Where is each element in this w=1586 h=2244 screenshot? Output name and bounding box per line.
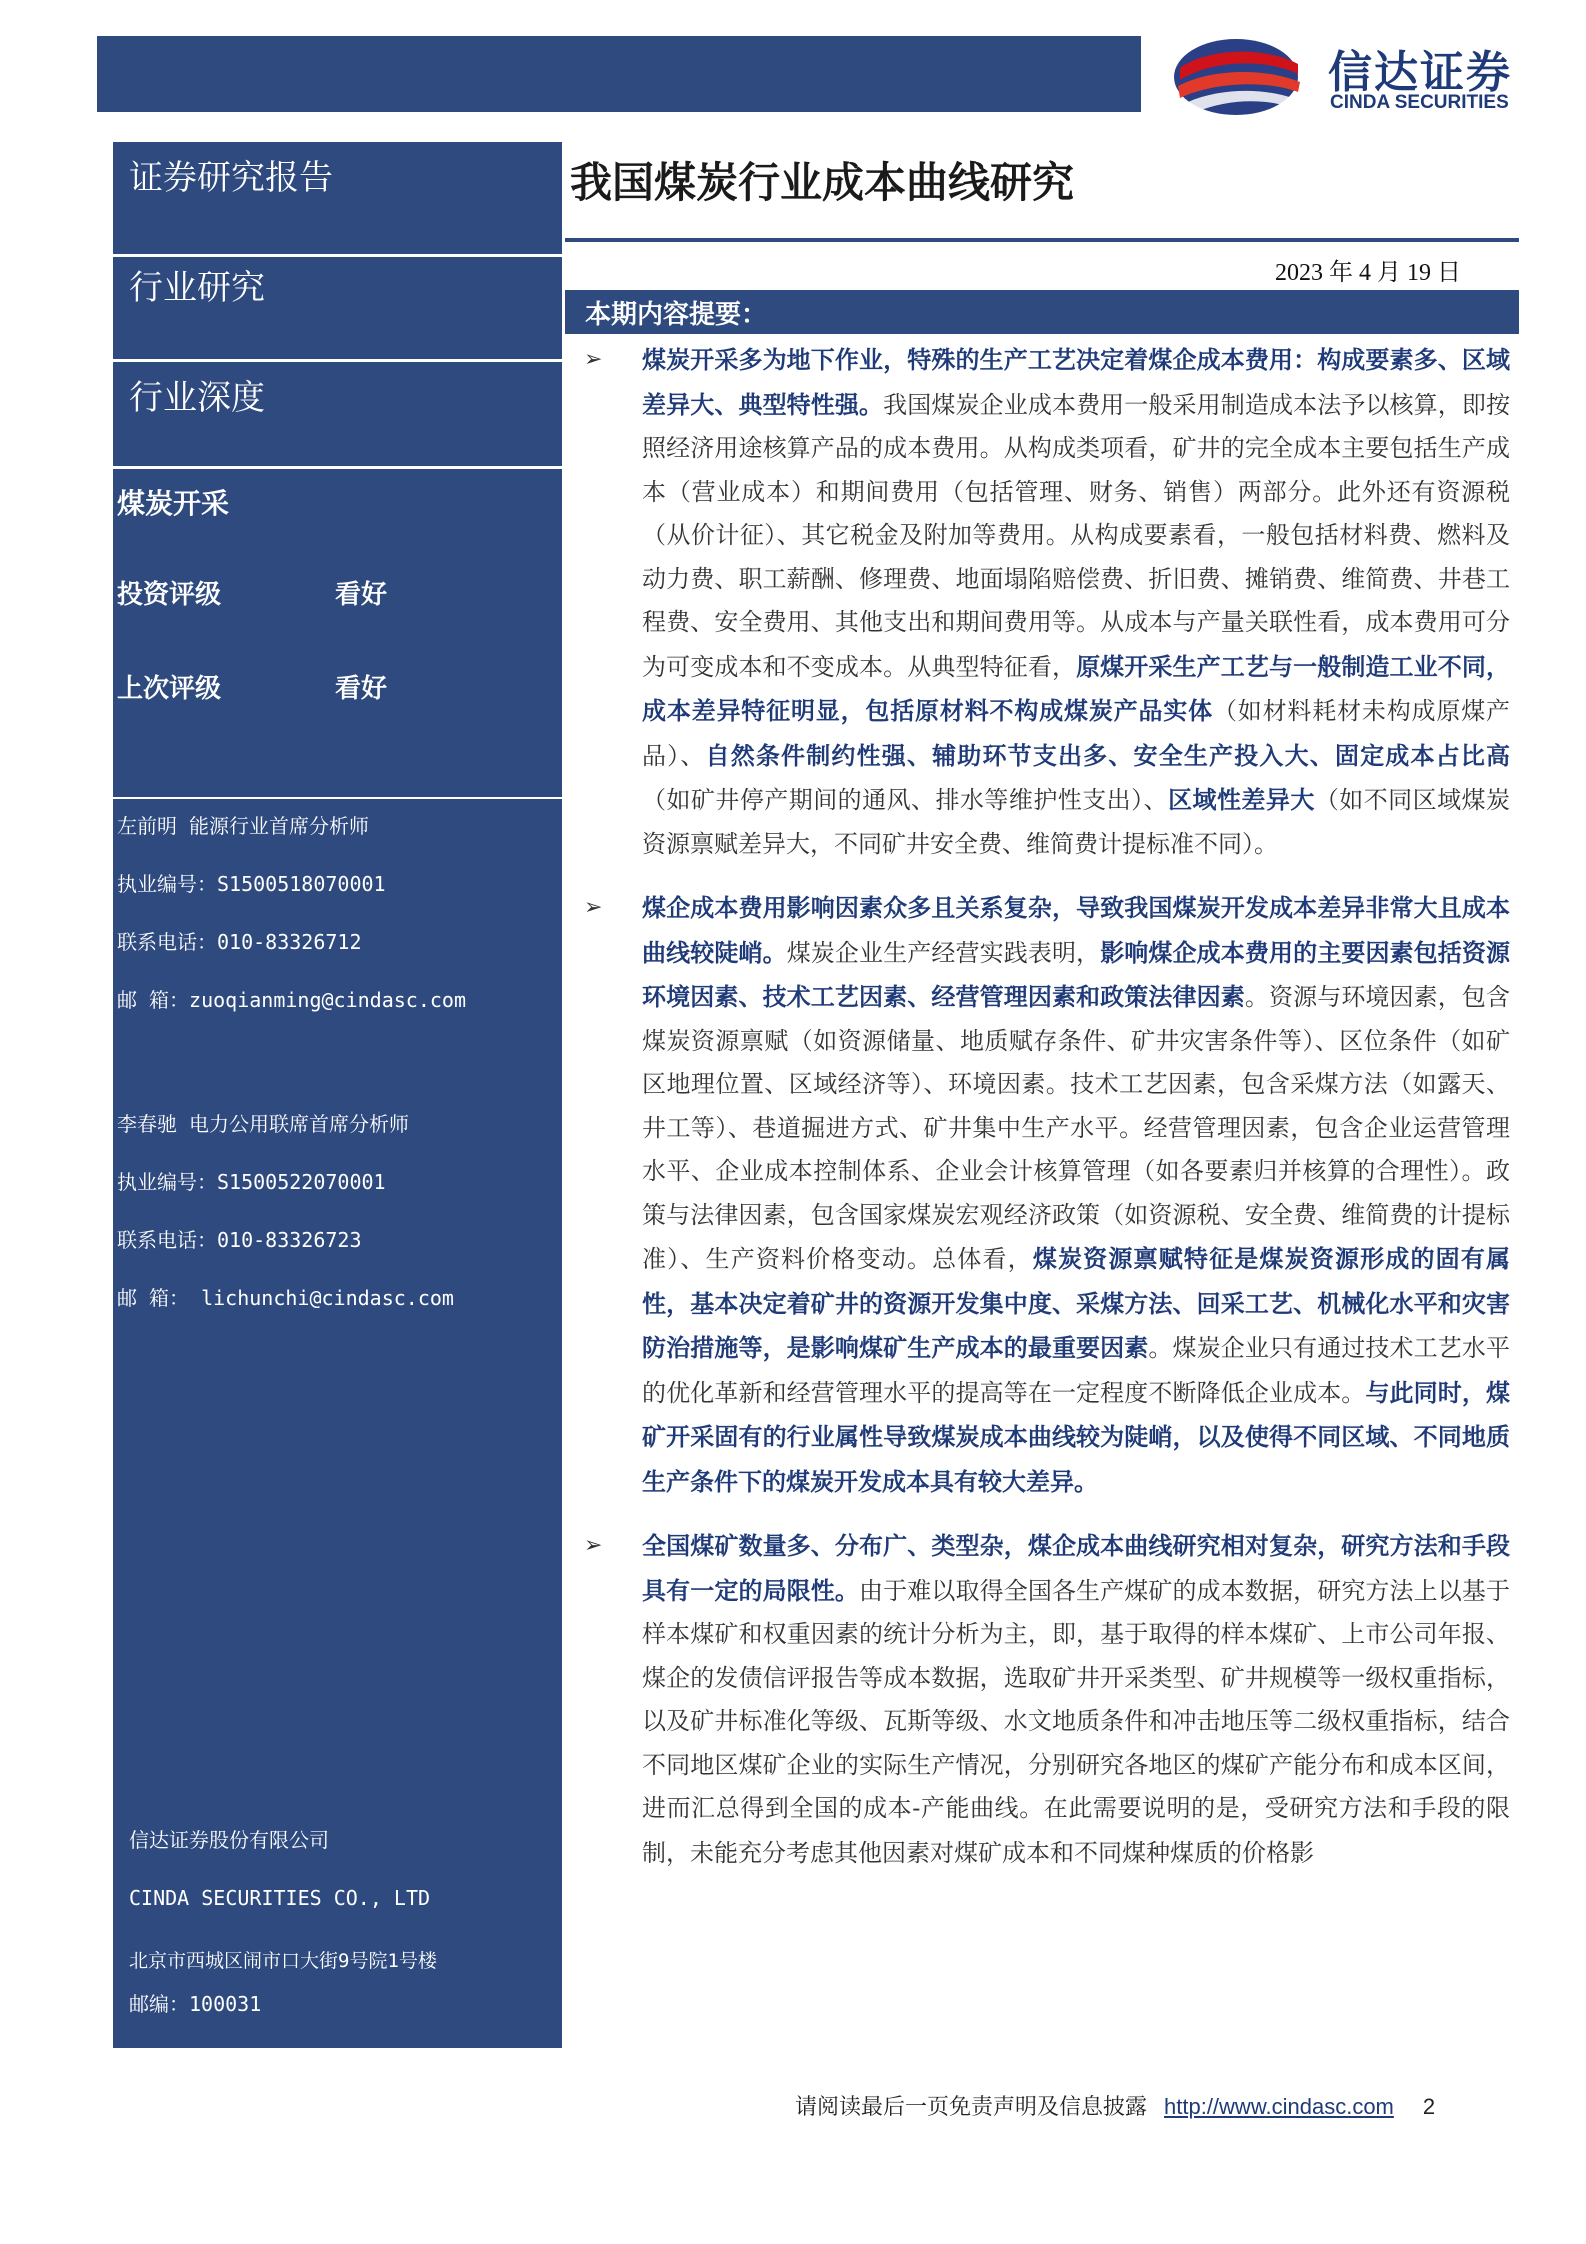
analyst-email[interactable]: 邮 箱： lichunchi@cindasc.com: [117, 1286, 454, 1310]
analyst-cert: 执业编号：S1500522070001: [117, 1170, 386, 1194]
company-postcode: 邮编：100031: [129, 1992, 262, 2016]
industry-name: 煤炭开采: [117, 487, 230, 520]
header-bar: [97, 36, 1141, 112]
analyst-cert: 执业编号：S1500518070001: [117, 872, 386, 896]
summary-heading-bar: [565, 290, 1519, 334]
bullet-arrow-icon: ➢: [584, 1533, 603, 1558]
company-name-cn: 信达证券股份有限公司: [129, 1828, 329, 1852]
bullet-highlight: 自然条件制约性强、辅助环节支出多、安全生产投入大、固定成本占比高: [705, 740, 1510, 770]
sidebar-divider: [113, 797, 562, 799]
report-subcategory: 行业深度: [129, 378, 265, 418]
analyst-name-title: 李春驰 电力公用联席首席分析师: [117, 1112, 410, 1136]
brand-name-cn: 信达证券: [1328, 47, 1512, 98]
rating-label: 投资评级: [117, 580, 222, 610]
analyst-phone: 联系电话：010-83326712: [117, 930, 362, 954]
bullet-text: 。资源与环境因素，包含煤炭资源禀赋（如资源储量、地质赋存条件、矿井灾害条件等）、区位条件（如矿区地理位置、区域经济等）、环境因素。技术工艺因素，包含采煤方法（如露天、井工等）、巷道掘进方式、矿井集中生产水平。经营管理因素，包含企业运营管理水平、企业成本控制体系、企业会计核算管理（如各要素归并核算的合理性）。政策与法律因素，包含国家煤炭宏观经济政策（如资源税、安全费、维简费的计提标准）、生产资料价格变动。总体看，: [642, 983, 1511, 1273]
summary-bullet: [580, 886, 1510, 1504]
bullet-arrow-icon: ➢: [584, 895, 603, 920]
bullet-text: （如材料耗材未构成原煤产品）、: [642, 697, 1511, 770]
report-type: 证券研究报告: [129, 158, 333, 198]
bullet-highlight: 区域性差异大: [1168, 785, 1315, 814]
sidebar: [113, 142, 562, 2048]
footer-disclaimer: 请阅读最后一页免责声明及信息披露: [795, 2095, 1148, 2120]
page-number: 2: [1422, 2094, 1436, 2119]
report-category: 行业研究: [129, 268, 265, 308]
sidebar-divider: [113, 466, 562, 469]
prev-rating-value: 看好: [335, 674, 388, 704]
sidebar-divider: [113, 359, 562, 362]
summary-bullets: [580, 338, 1510, 1875]
analyst-name-title: 左前明 能源行业首席分析师: [117, 814, 370, 838]
cinda-logo: [1168, 30, 1558, 120]
footer-website-link[interactable]: http://www.cindasc.com: [1164, 2094, 1394, 2119]
bullet-highlight: 煤企成本费用影响因素众多且关系复杂，导致我国煤炭开发成本差异非常大且成本曲线较陡峭。: [642, 893, 1510, 967]
bullet-text: （如矿井停产期间的通风、排水等维护性支出）、: [642, 786, 1169, 814]
company-name-en: CINDA SECURITIES CO., LTD: [129, 1886, 431, 1910]
cinda-logo-mark-icon: [1168, 30, 1308, 120]
sidebar-divider: [113, 254, 562, 257]
bullet-highlight: 煤炭资源禀赋特征是煤炭资源形成的固有属性，基本决定着矿井的资源开发集中度、采煤方法、回采工艺、机械化水平和灾害防治措施等，是影响煤矿生产成本的最重要因素: [642, 1244, 1511, 1362]
company-address: 北京市西城区闹市口大街9号院1号楼: [129, 1950, 437, 1972]
bullet-highlight: 与此同时，煤矿开采固有的行业属性导致煤炭成本曲线较为陡峭，以及使得不同区域、不同地质生产条件下的煤炭开发成本具有较大差异。: [642, 1377, 1511, 1496]
report-date: 2023 年 4 月 19 日: [1275, 260, 1461, 286]
page-title: 我国煤炭行业成本曲线研究: [570, 158, 1075, 207]
bullet-text: 。煤炭企业只有通过技术工艺水平的优化革新和经营管理水平的提高等在一定程度不断降低企业成本。: [642, 1334, 1511, 1407]
rating-value: 看好: [335, 580, 388, 610]
bullet-highlight: 煤炭开采多为地下作业，特殊的生产工艺决定着煤企成本费用：构成要素多、区域差异大、典型特性强。: [642, 345, 1510, 419]
summary-heading: 本期内容提要：: [585, 300, 768, 330]
title-divider: [565, 238, 1519, 242]
bullet-highlight: 原煤开采生产工艺与一般制造工业不同，成本差异特征明显，包括原材料不构成煤炭产品实体: [642, 651, 1511, 725]
bullet-text: （如不同区域煤炭资源禀赋差异大，不同矿井安全费、维简费计提标准不同）。: [642, 786, 1511, 858]
summary-bullet: [580, 1524, 1510, 1875]
analyst-phone: 联系电话：010-83326723: [117, 1228, 362, 1252]
bullet-arrow-icon: ➢: [584, 347, 603, 372]
analyst-email[interactable]: 邮 箱：zuoqianming@cindasc.com: [117, 988, 466, 1012]
bullet-text: 由于难以取得全国各生产煤矿的成本数据，研究方法上以基于样本煤矿和权重因素的统计分析为主，即，基于取得的样本煤矿、上市公司年报、煤企的发债信评报告等成本数据，选取矿井开采类型、矿井规模等一级权重指标，以及矿井标准化等级、瓦斯等级、水文地质条件和冲击地压等二级权重指标，结合不同地区煤矿企业的实际生产情况，分别研究各地区的煤矿产能分布和成本区间，进而汇总得到全国的成本-产能曲线。在此需要说明的是，受研究方法和手段的限制，未能充分考虑其他因素对煤矿成本和不同煤种煤质的价格影: [642, 1576, 1511, 1867]
page-footer: [795, 2090, 1435, 2121]
bullet-text: 我国煤炭企业成本费用一般采用制造成本法予以核算，即按照经济用途核算产品的成本费用。从构成类项看，矿井的完全成本主要包括生产成本（营业成本）和期间费用（包括管理、财务、销售）两部分。此外还有资源税（从价计征）、其它税金及附加等费用。从构成要素看，一般包括材料费、燃料及动力费、职工薪酬、修理费、地面塌陷赔偿费、折旧费、摊销费、维简费、井巷工程费、安全费用、其他支出和期间费用等。从成本与产量关联性看，成本费用可分为可变成本和不变成本。从典型特征看，: [642, 390, 1511, 681]
brand-name-en: CINDA SECURITIES: [1330, 92, 1509, 113]
prev-rating-label: 上次评级: [117, 674, 222, 704]
bullet-highlight: 全国煤矿数量多、分布广、类型杂，煤企成本曲线研究相对复杂，研究方法和手段具有一定的局限性。: [642, 1531, 1510, 1605]
summary-bullet: [580, 338, 1510, 866]
bullet-text: 煤炭企业生产经营实践表明，: [786, 938, 1101, 967]
bullet-highlight: 影响煤企成本费用的主要因素包括资源环境因素、技术工艺因素、经营管理因素和政策法律因素: [642, 937, 1511, 1011]
